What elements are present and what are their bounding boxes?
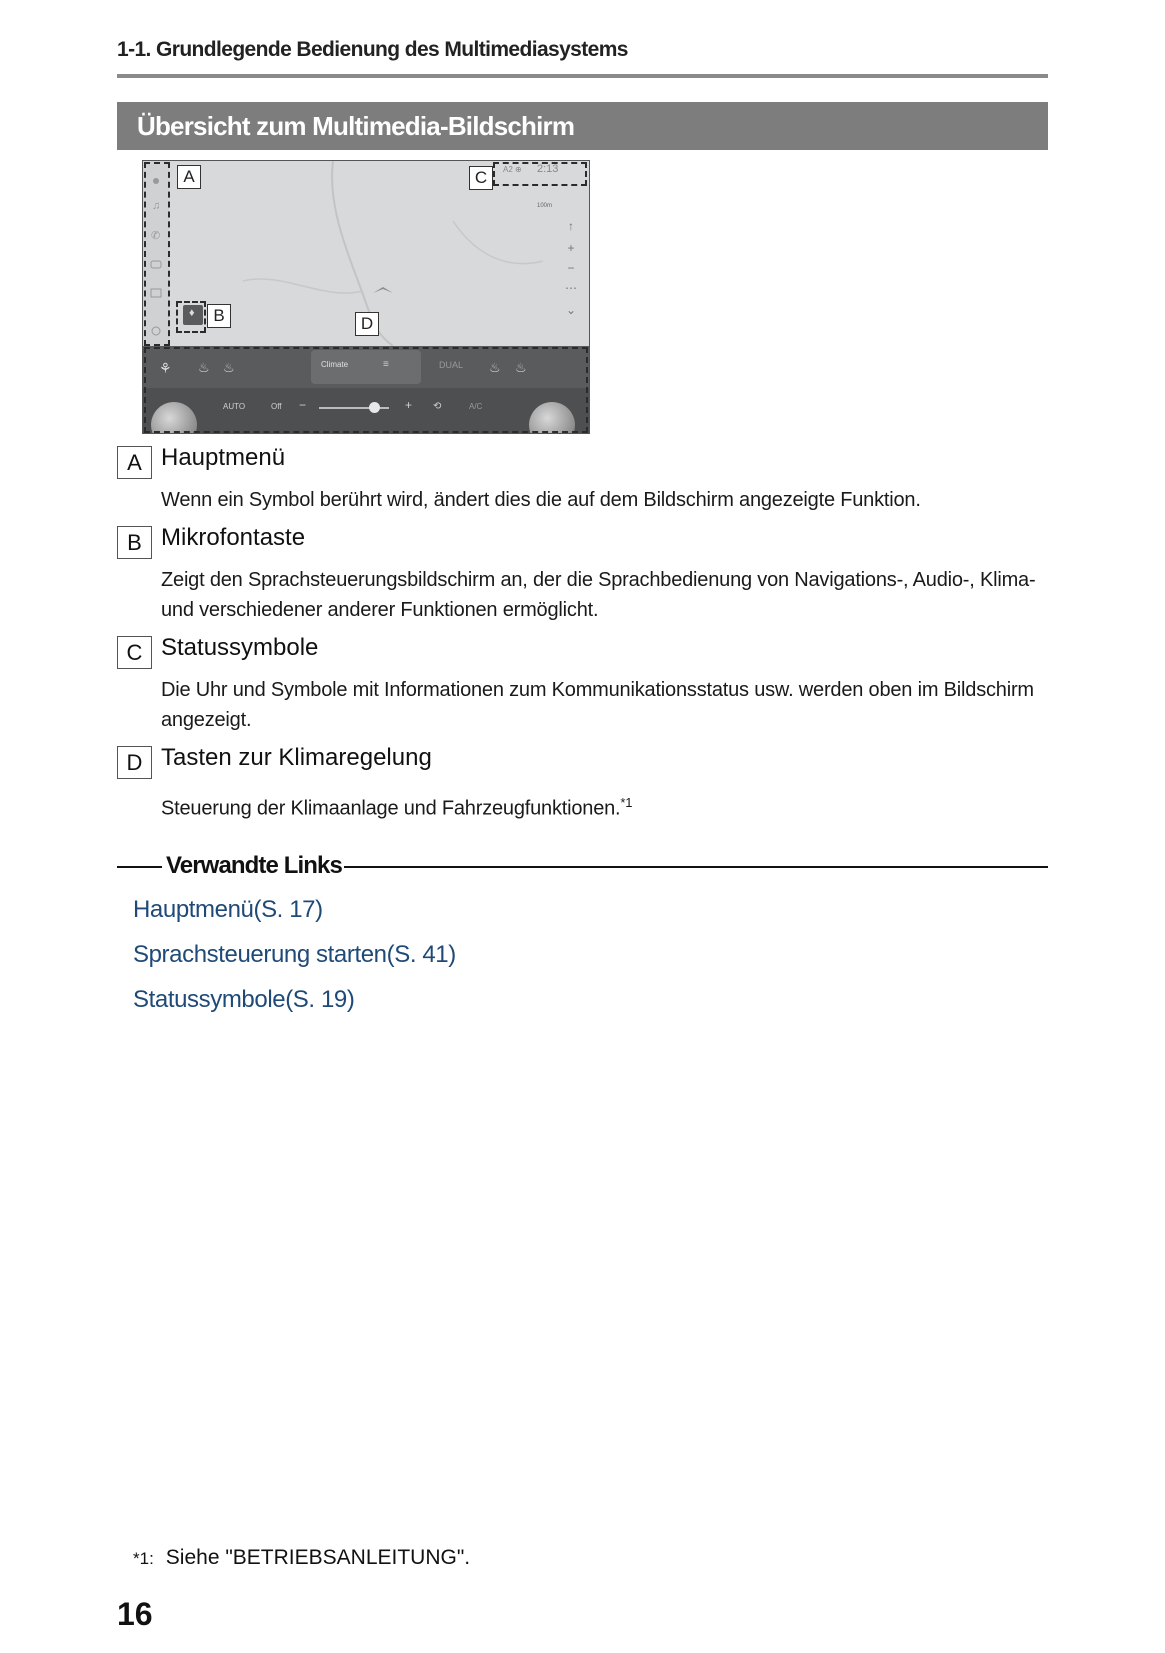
- chevron-down-icon[interactable]: ⌄: [565, 303, 577, 317]
- seat-vent-icon[interactable]: ♨: [223, 360, 235, 375]
- link-statussymbole[interactable]: Statussymbole(S. 19): [133, 986, 355, 1013]
- zoom-out-button[interactable]: −: [567, 261, 575, 275]
- callout-d: D: [355, 312, 379, 336]
- off-button[interactable]: Off: [271, 402, 282, 411]
- dual-button[interactable]: DUAL: [439, 360, 464, 370]
- compass-icon[interactable]: ↑: [568, 219, 574, 233]
- climate-tab[interactable]: Climate: [321, 360, 349, 369]
- related-links-title: Verwandte Links: [166, 852, 342, 879]
- more-options-icon[interactable]: ⋯: [565, 281, 577, 295]
- seat-heat-icon[interactable]: ♨: [198, 360, 210, 375]
- link-sprachsteuerung[interactable]: Sprachsteuerung starten(S. 41): [133, 941, 456, 968]
- fan-icon[interactable]: ⚘: [159, 360, 172, 376]
- item-c-title: Statussymbole: [161, 634, 319, 661]
- ac-button[interactable]: A/C: [469, 402, 483, 411]
- item-d-title: Tasten zur Klimaregelung: [161, 744, 432, 771]
- link-hauptmenu[interactable]: Hauptmenü(S. 17): [133, 896, 323, 923]
- callout-c: C: [469, 166, 493, 190]
- footnote-mark: *1:: [133, 1549, 154, 1568]
- highlight-c: [493, 162, 587, 186]
- item-d-desc-text: Steuerung der Klimaanlage und Fahrzeugfunktionen.: [161, 797, 621, 820]
- footnote-text: Siehe "BETRIEBSANLEITUNG".: [165, 1546, 471, 1569]
- item-d-desc: [161, 788, 1041, 824]
- fan-decrease-button[interactable]: −: [299, 398, 307, 412]
- highlight-d: [144, 347, 588, 433]
- item-b-label: B: [117, 526, 152, 559]
- zoom-in-button[interactable]: +: [567, 241, 575, 255]
- microphone-icon: ♦: [189, 307, 195, 319]
- callout-a: A: [177, 165, 201, 189]
- related-rule-right: [344, 866, 1048, 868]
- item-d-label: D: [117, 746, 152, 779]
- footnote-ref[interactable]: *1: [620, 795, 633, 810]
- footnote: [133, 1546, 470, 1570]
- highlight-b: [176, 301, 206, 333]
- multimedia-screen-illustration: [142, 160, 590, 434]
- auto-button[interactable]: AUTO: [223, 402, 246, 411]
- header-rule: [117, 74, 1048, 78]
- status-icons: A2 ⊕: [503, 165, 522, 174]
- highlight-a: [144, 162, 170, 346]
- item-b-title: Mikrofontaste: [161, 524, 306, 551]
- item-a-label: A: [117, 446, 152, 479]
- item-c-label: C: [117, 636, 152, 669]
- svg-text:✆: ✆: [151, 230, 161, 242]
- menu-grid-icon[interactable]: ≡: [383, 359, 389, 370]
- recirculation-icon[interactable]: ⟲: [433, 401, 442, 412]
- callout-b: B: [207, 304, 231, 328]
- svg-text:♫: ♫: [152, 200, 161, 212]
- item-a-desc: Wenn ein Symbol berührt wird, ändert dies die auf dem Bildschirm angezeigte Funktion.: [161, 489, 921, 511]
- chapter-heading: 1-1. Grundlegende Bedienung des Multimediasystems: [117, 38, 628, 61]
- item-c-desc: Die Uhr und Symbole mit Informationen zum Kommunikationsstatus usw. werden oben im Bildschirm angezeigt.: [161, 679, 1034, 731]
- section-title: Übersicht zum Multimedia-Bildschirm: [137, 111, 575, 141]
- item-b-desc: Zeigt den Sprachsteuerungsbildschirm an, der die Sprachbedienung von Navigations-, Audio-, Klima- und verschiedener anderer Funktionen ermöglicht.: [161, 569, 1036, 621]
- status-clock: 2:13: [537, 163, 559, 175]
- item-a-title: Hauptmenü: [161, 444, 286, 471]
- section-banner: [117, 102, 1048, 150]
- passenger-seat-heat-icon[interactable]: ♨: [489, 360, 501, 375]
- map-scale: 100m: [537, 203, 553, 209]
- related-rule-left: [117, 866, 162, 868]
- page-number: 16: [117, 1596, 153, 1632]
- fan-increase-button[interactable]: +: [405, 398, 413, 412]
- passenger-seat-vent-icon[interactable]: ♨: [515, 360, 527, 375]
